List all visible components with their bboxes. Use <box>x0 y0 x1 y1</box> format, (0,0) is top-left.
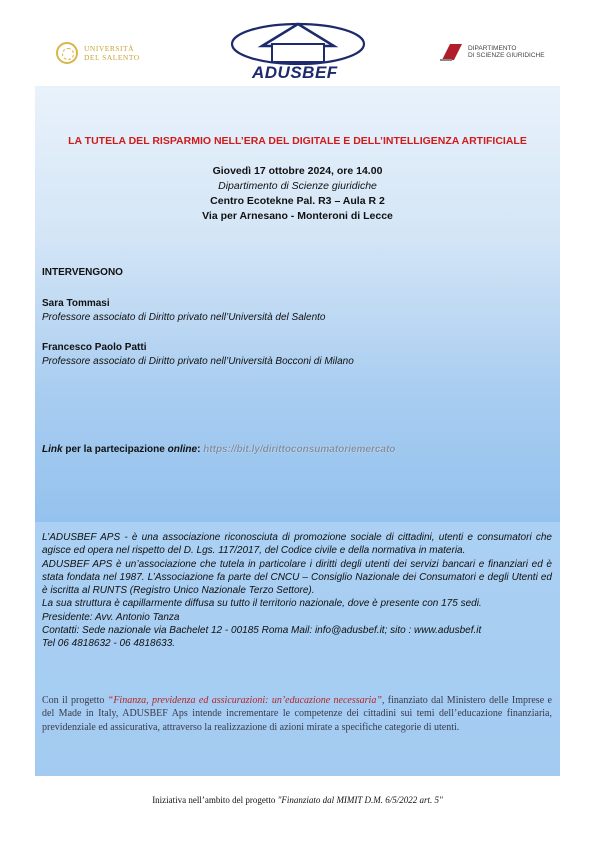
event-title: LA TUTELA DEL RISPARMIO NELL’ERA DEL DIGITALE E DELL’INTELLIGENZA ARTIFICIALE <box>68 135 527 147</box>
adusbef-wordmark: ADUSBEF <box>252 63 338 82</box>
participation-colon: : <box>197 444 204 455</box>
footer-italic: "Finanziato dal MIMIT D.M. 6/5/2022 art. 5" <box>277 795 443 805</box>
about-contacts: Contatti: Sede nazionale via Bachelet 12 - 00185 Roma Mail: info@adusbef.it; sito : www.adusbef.it <box>42 625 482 637</box>
department-line1: DIPARTIMENTO <box>468 44 517 52</box>
speaker-role: Professore associato di Diritto privato nell’Università del Salento <box>42 312 326 323</box>
about-paragraph-1: L’ADUSBEF APS - è una associazione riconosciuta di promozione sociale di cittadini, utenti e consumatori che agisce ed opera nel rispetto del D. Lgs. 117/2017, del Codice civile e della normativa in materia. <box>42 532 552 557</box>
event-department: Dipartimento di Scienze giuridiche <box>218 180 377 192</box>
event-venue: Centro Ecotekne Pal. R3 – Aula R 2 <box>210 195 385 207</box>
speaker-item <box>42 297 325 325</box>
about-phone: Tel 06 4818632 - 06 4818633. <box>42 638 176 650</box>
footer-text: Iniziativa nell’ambito del progetto <box>152 795 278 805</box>
adusbef-house-icon <box>228 20 368 65</box>
event-address: Via per Arnesano - Monteroni di Lecce <box>202 210 393 222</box>
event-date: Giovedì 17 ottobre 2024, ore 14.00 <box>212 165 383 177</box>
university-name-line1: UNIVERSITÀ <box>84 44 134 53</box>
about-paragraph-2: ADUSBEF APS è un’associazione che tutela in particolare i diritti degli utenti dei servizi bancari e finanziari ed è stata fondata nel 1987. L’Associazione fa parte del CNCU – Consiglio Nazionale dei Consumatori e degli Utenti ed è iscritta al RUNTS (Registro Unico Nazionale Terzo Settore). <box>42 558 552 597</box>
about-adusbef <box>42 531 552 651</box>
university-name-line2: DEL SALENTO <box>84 53 140 62</box>
participation-text: per la partecipazione <box>62 444 168 455</box>
university-logo <box>56 42 140 64</box>
project-prefix: Con il progetto <box>42 695 108 706</box>
about-president: Presidente: Avv. Antonio Tanza <box>42 611 180 623</box>
footer-note <box>0 795 595 805</box>
speaker-item <box>42 341 354 369</box>
department-logo <box>440 42 545 62</box>
speaker-role: Professore associato di Diritto privato nell’Università Bocconi di Milano <box>42 356 354 367</box>
participation-url-link[interactable]: https://bit.ly/dirittoconsumatoriemercato <box>203 444 396 455</box>
project-name: “Finanza, previdenza ed assicurazioni: un’educazione necessaria” <box>107 695 382 706</box>
project-rest: , finanziato dal Ministero delle Imprese e del Made in Italy, ADUSBEF Aps intende incrementare le competenze dei cittadini sui temi dell’educazione finanziaria, previdenziale ed assicurativa, attraverso la realizzazione di azioni mirate a specifiche categorie di utenti. <box>42 695 552 733</box>
event-details <box>35 164 560 224</box>
adusbef-logo <box>228 20 368 82</box>
online-word: online <box>167 444 198 455</box>
department-emblem-icon <box>440 42 464 62</box>
university-seal-icon <box>56 42 78 64</box>
speakers-heading: INTERVENGONO <box>42 267 123 278</box>
speaker-name: Sara Tommasi <box>42 298 110 309</box>
link-word: Link <box>42 444 63 455</box>
about-paragraph-3: La sua struttura è capillarmente diffusa su tutto il territorio nazionale, dove è presente con 175 sedi. <box>42 598 482 610</box>
project-description <box>42 694 552 734</box>
header <box>0 0 595 86</box>
speaker-name: Francesco Paolo Patti <box>42 342 147 353</box>
participation-line <box>42 443 395 457</box>
department-line2: DI SCIENZE GIURIDICHE <box>468 52 545 59</box>
